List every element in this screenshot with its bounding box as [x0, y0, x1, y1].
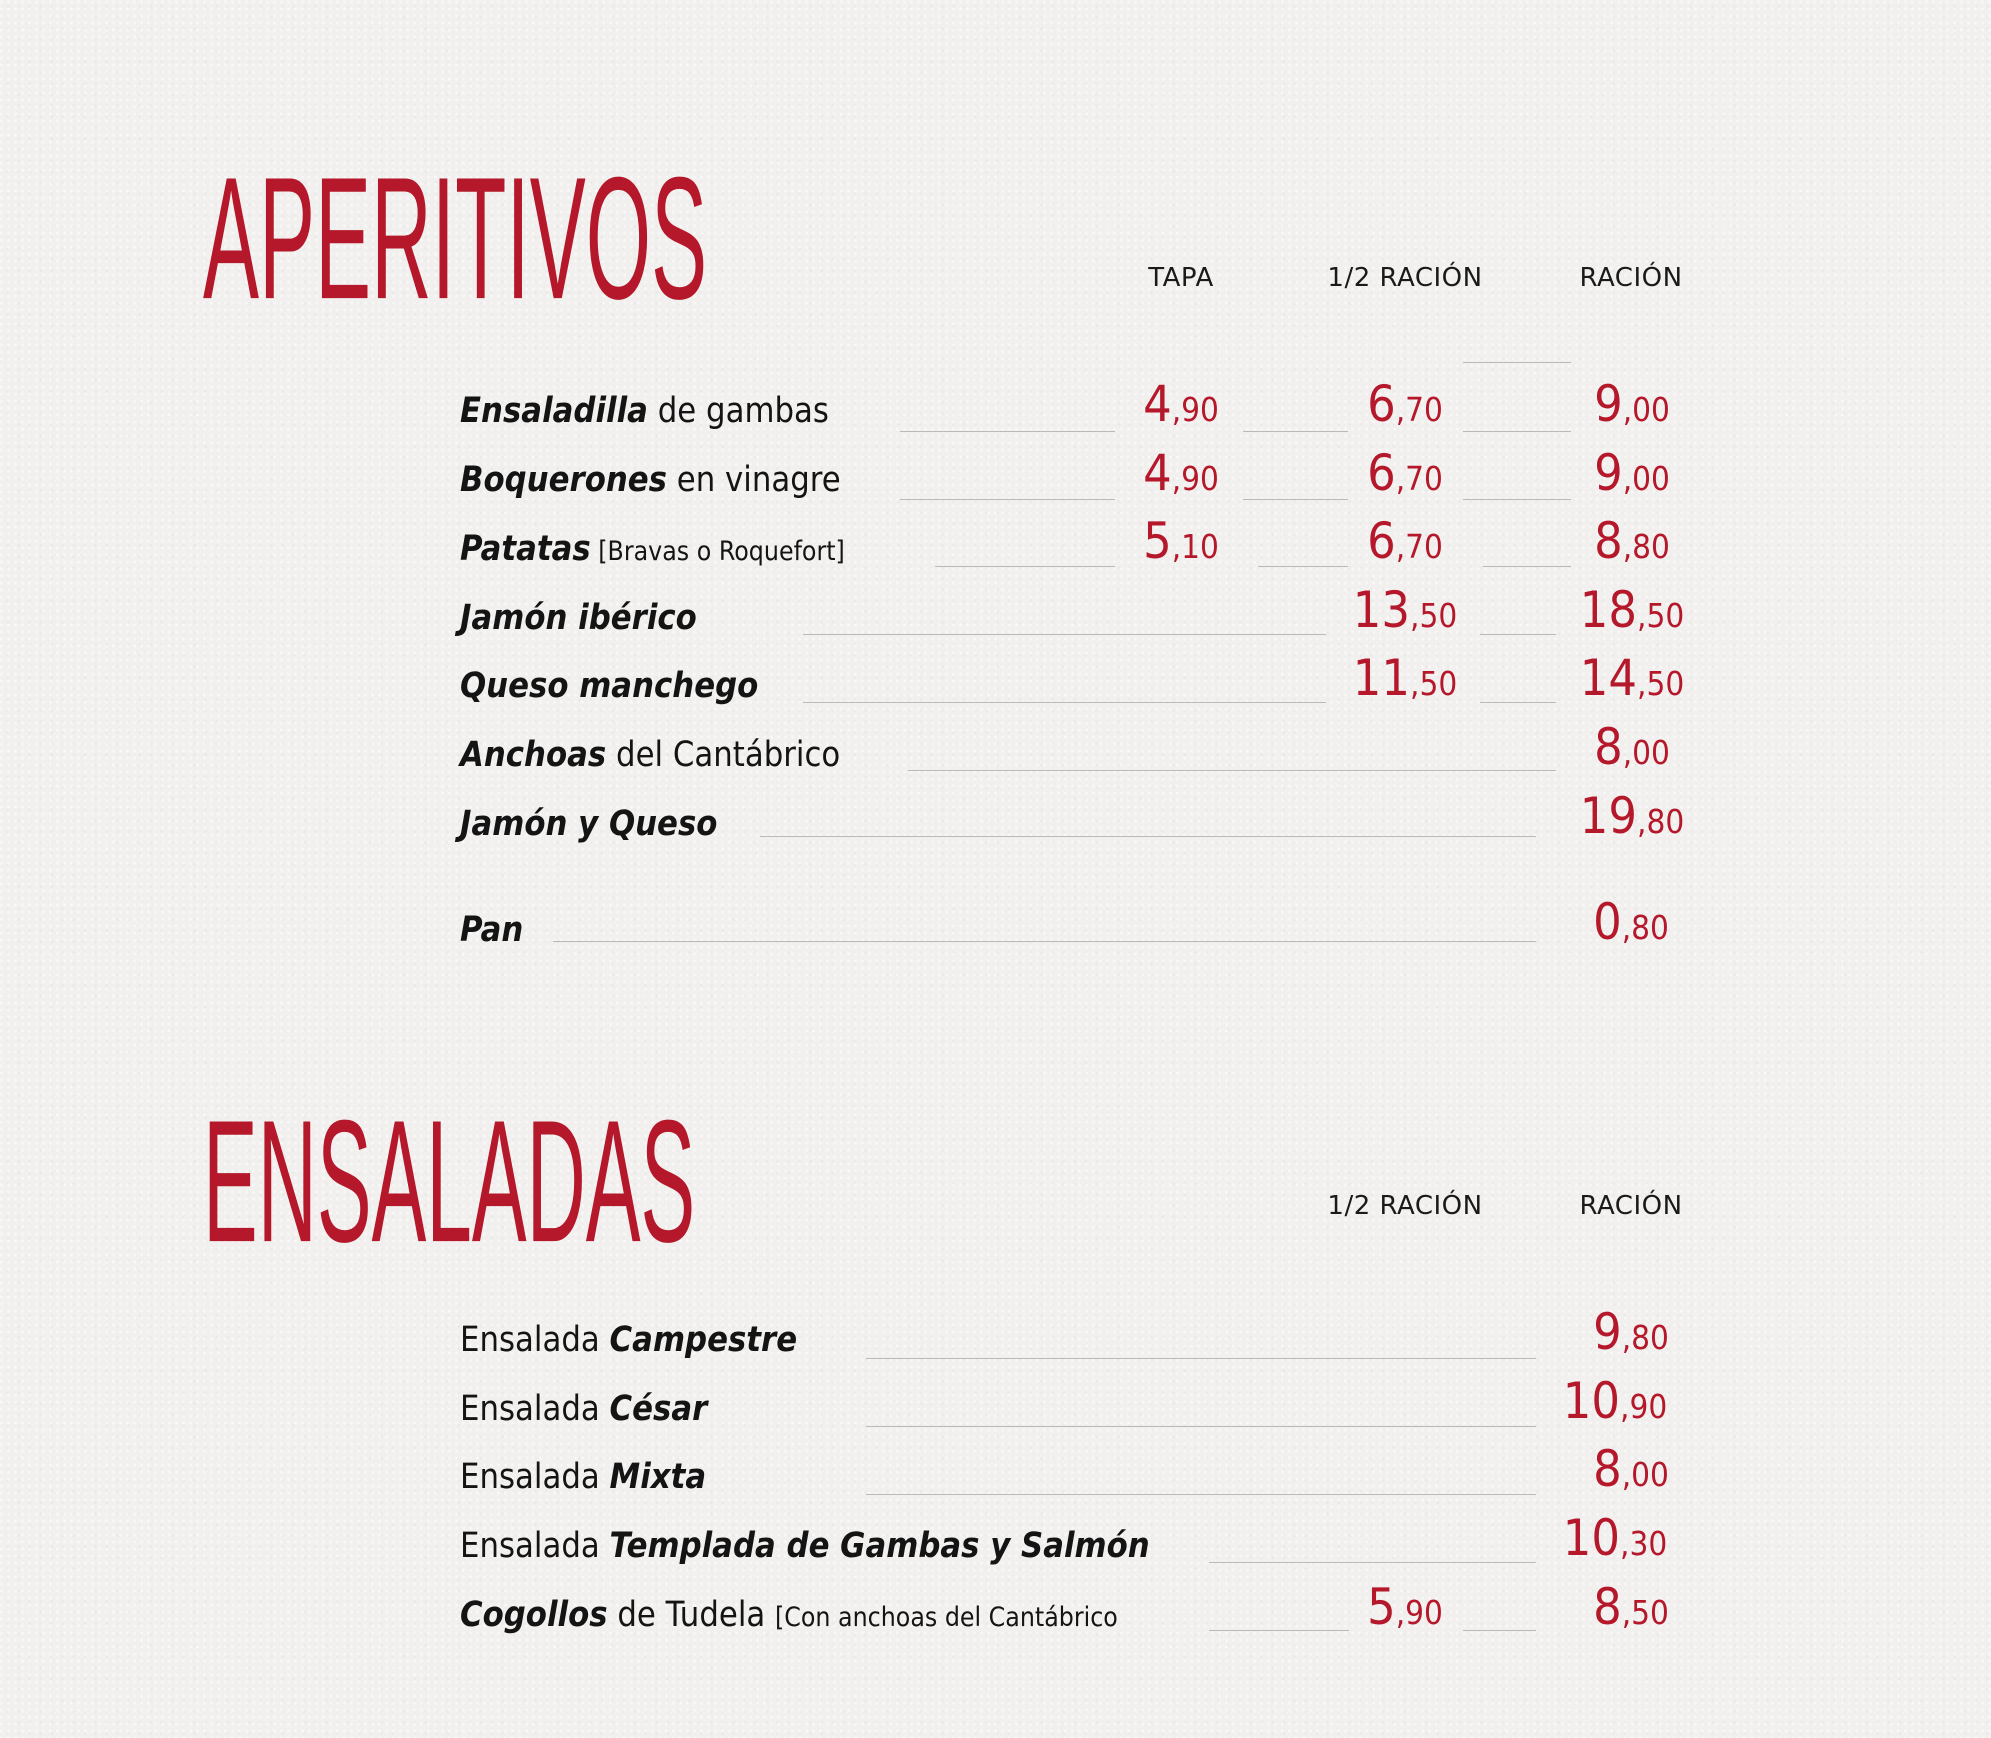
- column-header-media-racion: 1/2 RACIÓN: [1327, 1191, 1483, 1221]
- leader-line: [1463, 431, 1571, 432]
- leader-line: [1463, 1630, 1536, 1631]
- item-name: Ensalada César: [460, 1389, 708, 1429]
- item-name: Ensalada Templada de Gambas y Salmón: [460, 1526, 1150, 1566]
- price-racion: 19,80: [1579, 787, 1685, 845]
- item-name: Jamón y Queso: [460, 804, 718, 844]
- leader-line: [866, 1494, 1536, 1495]
- header-divider: [1463, 362, 1571, 363]
- price-racion: 0,80: [1593, 893, 1669, 951]
- leader-line: [866, 1426, 1536, 1427]
- price-racion: 8,00: [1594, 718, 1670, 776]
- price-racion: 14,50: [1579, 649, 1685, 707]
- item-name: Pan: [460, 910, 524, 950]
- leader-line: [908, 770, 1556, 771]
- price-media-racion: 6,70: [1367, 444, 1443, 502]
- leader-line: [1243, 499, 1348, 500]
- leader-line: [1480, 702, 1556, 703]
- price-racion: 9,80: [1593, 1303, 1669, 1361]
- item-name: Ensalada Campestre: [460, 1320, 798, 1360]
- price-racion: 9,00: [1594, 444, 1670, 502]
- column-header-tapa: TAPA: [1148, 263, 1214, 293]
- item-name: Ensaladilla de gambas: [460, 391, 829, 431]
- item-name: Jamón ibérico: [460, 598, 697, 638]
- leader-line: [900, 499, 1115, 500]
- price-tapa: 4,90: [1143, 375, 1219, 433]
- leader-line: [1483, 566, 1571, 567]
- leader-line: [803, 634, 1326, 635]
- leader-line: [1463, 499, 1571, 500]
- section-title-aperitivos: APERITIVOS: [203, 141, 708, 336]
- leader-line: [1258, 566, 1348, 567]
- leader-line: [1209, 1630, 1349, 1631]
- price-tapa: 5,10: [1143, 512, 1219, 570]
- price-racion: 10,90: [1562, 1372, 1668, 1430]
- leader-line: [553, 941, 1536, 942]
- price-tapa: 4,90: [1143, 444, 1219, 502]
- price-racion: 10,30: [1562, 1509, 1668, 1567]
- price-racion: 8,00: [1593, 1440, 1669, 1498]
- item-name: Cogollos de Tudela [Con anchoas del Cantábrico: [460, 1595, 1118, 1635]
- leader-line: [1209, 1562, 1536, 1563]
- leader-line: [1480, 634, 1556, 635]
- leader-line: [900, 431, 1115, 432]
- item-name: Ensalada Mixta: [460, 1457, 707, 1497]
- item-name: Patatas [Bravas o Roquefort]: [460, 529, 845, 569]
- leader-line: [760, 836, 1536, 837]
- item-name: Boquerones en vinagre: [460, 460, 841, 500]
- leader-line: [1243, 431, 1348, 432]
- column-header-media-racion: 1/2 RACIÓN: [1327, 263, 1483, 293]
- leader-line: [803, 702, 1326, 703]
- column-header-racion: RACIÓN: [1579, 1191, 1683, 1221]
- leader-line: [935, 566, 1115, 567]
- column-header-racion: RACIÓN: [1579, 263, 1683, 293]
- price-racion: 8,80: [1594, 512, 1670, 570]
- item-name: Queso manchego: [460, 666, 759, 706]
- price-media-racion: 6,70: [1367, 512, 1443, 570]
- price-media-racion: 13,50: [1352, 581, 1458, 639]
- price-racion: 18,50: [1579, 581, 1685, 639]
- price-media-racion: 11,50: [1352, 649, 1458, 707]
- price-racion: 9,00: [1594, 375, 1670, 433]
- leader-line: [866, 1358, 1536, 1359]
- section-title-ensaladas: ENSALADAS: [203, 1084, 696, 1279]
- price-media-racion: 5,90: [1367, 1578, 1443, 1636]
- price-media-racion: 6,70: [1367, 375, 1443, 433]
- price-racion: 8,50: [1593, 1578, 1669, 1636]
- item-name: Anchoas del Cantábrico: [460, 735, 841, 775]
